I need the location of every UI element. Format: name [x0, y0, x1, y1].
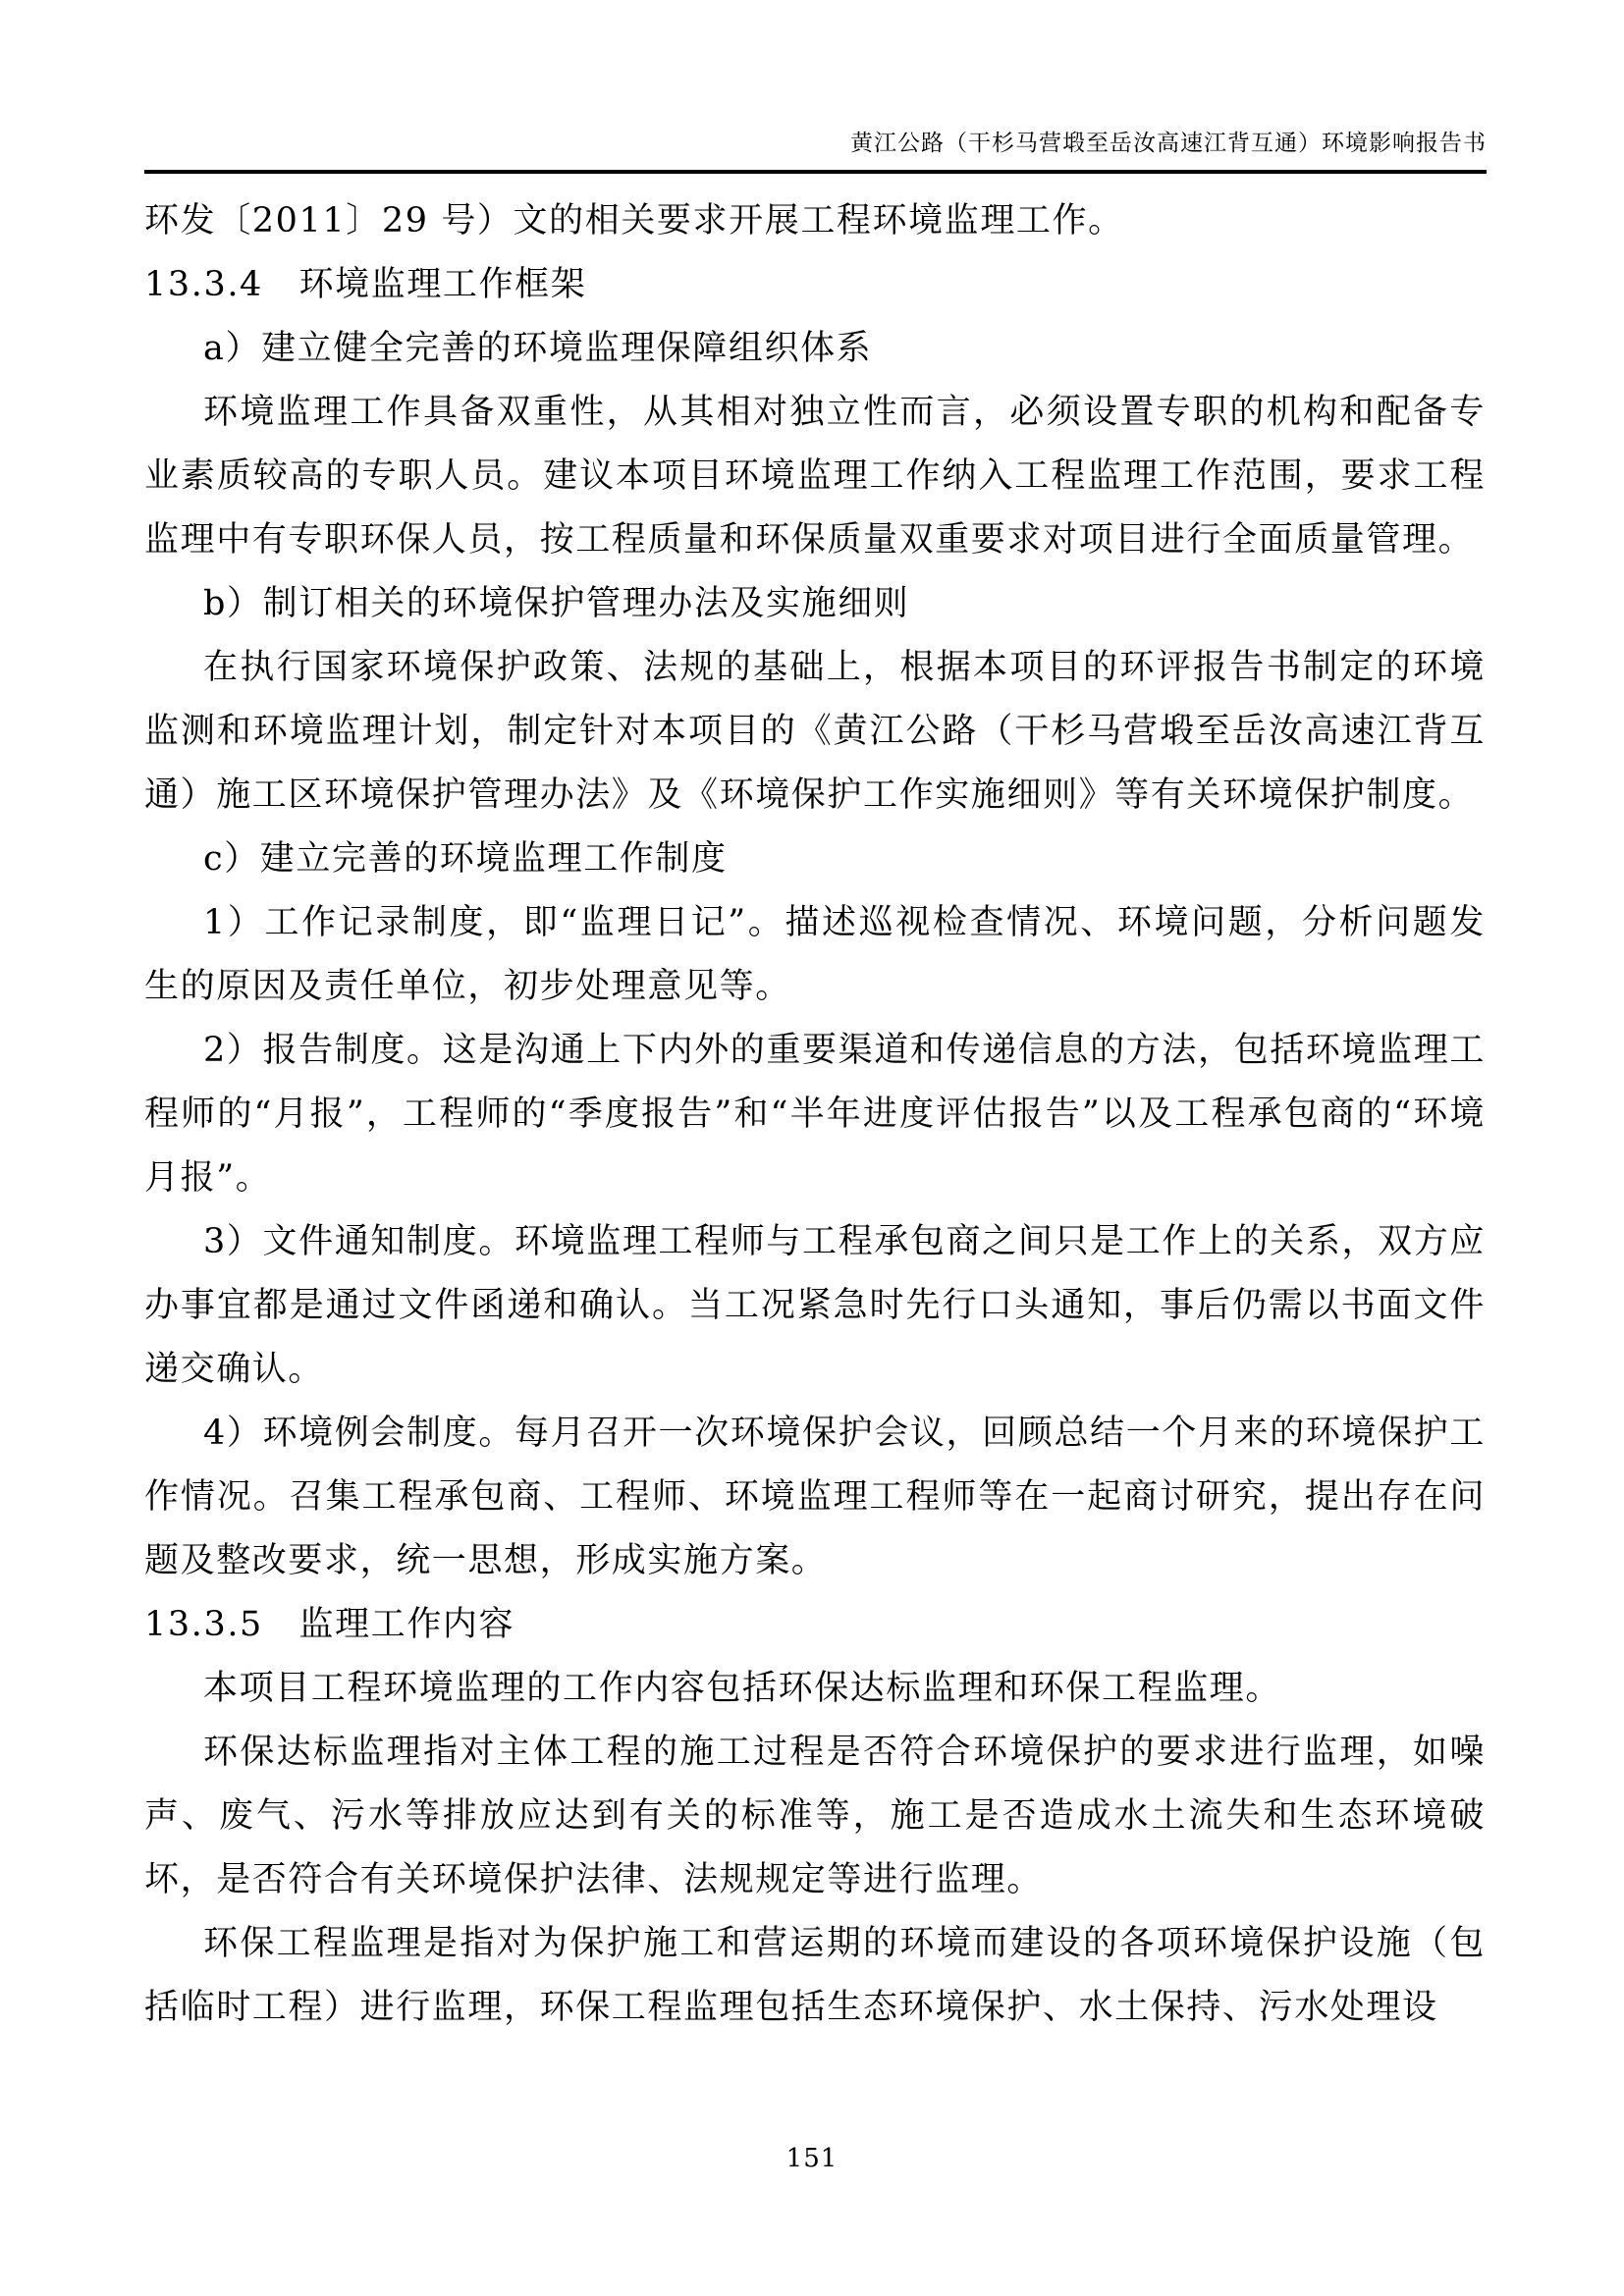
paragraph: 环保达标监理指对主体工程的施工过程是否符合环境保护的要求进行监理，如噪声、废气、污水等排放应达到有关的标准等，施工是否造成水土流失和生态环境破坏，是否符合有关环境保护法律、法规规定等进行监理。 — [144, 1733, 1486, 1899]
page-footer — [0, 2144, 1624, 2173]
document-body — [144, 189, 1486, 2040]
section-heading-13-3-4: 13.3.4 环境监理工作框架 — [144, 265, 587, 304]
paragraph: 在执行国家环境保护政策、法规的基础上，根据本项目的环评报告书制定的环境监测和环境监理计划，制定针对本项目的《黄江公路（干杉马营塅至岳汝高速江背互通）施工区环境保护管理办法》及《环境保护工作实施细则》等有关环境保护制度。 — [144, 648, 1486, 815]
header-rule — [144, 170, 1487, 174]
list-item-c: c）建立完善的环境监理工作制度 — [203, 839, 728, 879]
paragraph: 本项目工程环境监理的工作内容包括环保达标监理和环保工程监理。 — [203, 1669, 1282, 1708]
paragraph: 环境监理工作具备双重性，从其相对独立性而言，必须设置专职的机构和配备专业素质较高的专职人员。建议本项目环境监理工作纳入工程监理工作范围，要求工程监理中有专职环保人员，按工程质量和环保质量双重要求对项目进行全面质量管理。 — [144, 393, 1486, 560]
list-item-a: a）建立健全完善的环境监理保障组织体系 — [203, 329, 873, 368]
section-heading-13-3-5: 13.3.5 监理工作内容 — [144, 1605, 515, 1644]
list-item-b: b）制订相关的环境保护管理办法及实施细则 — [203, 584, 910, 623]
list-item-1: 1）工作记录制度，即“监理日记”。描述巡视检查情况、环境问题，分析问题发生的原因及责任单位，初步处理意见等。 — [144, 903, 1486, 1006]
paragraph: 环保工程监理是指对为保护施工和营运期的环境而建设的各项环境保护设施（包括临时工程）进行监理，环保工程监理包括生态环境保护、水土保持、污水处理设 — [144, 1924, 1486, 2027]
list-item-4: 4）环境例会制度。每月召开一次环境保护会议，回顾总结一个月来的环境保护工作情况。召集工程承包商、工程师、环境监理工程师等在一起商讨研究，提出存在问题及整改要求，统一思想，形成实施方案。 — [144, 1414, 1486, 1580]
list-item-2: 2）报告制度。这是沟通上下内外的重要渠道和传递信息的方法，包括环境监理工程师的“月报”，工程师的“季度报告”和“半年进度评估报告”以及工程承包商的“环境月报”。 — [144, 1031, 1486, 1198]
running-header-title: 黄江公路（干杉马营塅至岳汝高速江背互通）环境影响报告书 — [850, 131, 1487, 156]
paragraph: 环发〔2011〕29 号）文的相关要求开展工程环境监理工作。 — [144, 201, 1124, 240]
page-header — [144, 129, 1487, 174]
list-item-3: 3）文件通知制度。环境监理工程师与工程承包商之间只是工作上的关系，双方应办事宜都是通过文件函递和确认。当工况紧急时先行口头通知，事后仍需以书面文件递交确认。 — [144, 1222, 1486, 1389]
page-number: 151 — [785, 2144, 839, 2173]
